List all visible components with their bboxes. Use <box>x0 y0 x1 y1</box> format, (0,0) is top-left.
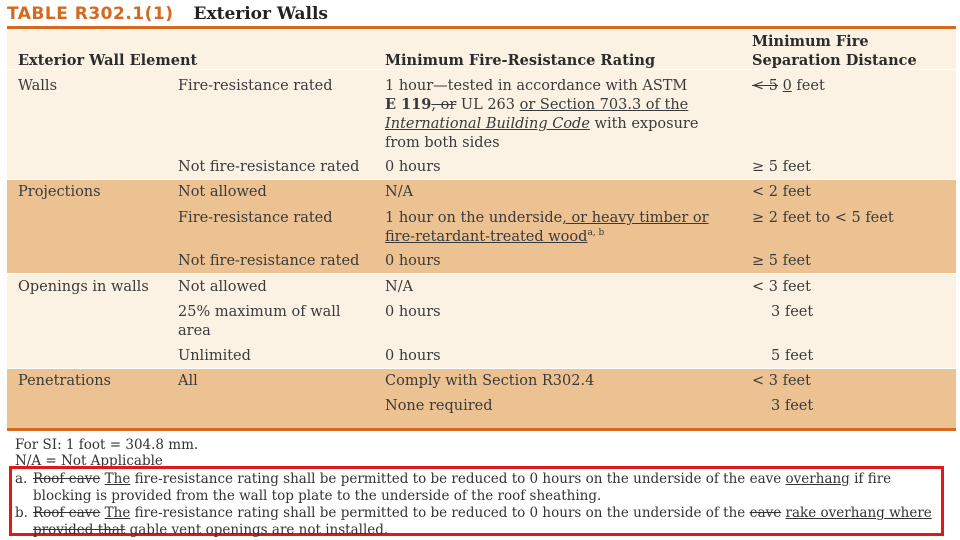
walls-sub-rated: Fire-resistance rated <box>178 78 333 94</box>
header-distance-line1: Minimum Fire <box>752 33 869 50</box>
table-number: TABLE R302.1(1) <box>7 4 174 24</box>
projections-not-rated-distance: ≥ 5 feet <box>752 253 811 269</box>
projections-not-allowed-rating: N/A <box>385 184 414 200</box>
projections-rated-rating-line1: 1 hour on the underside, or heavy timber or <box>385 210 709 226</box>
table-name: Exterior Walls <box>193 4 329 24</box>
footnote-si: For SI: 1 foot = 304.8 mm. <box>15 437 199 453</box>
header-element: Exterior Wall Element <box>18 52 198 69</box>
penetrations-all-distance: < 3 feet <box>752 373 811 389</box>
walls-sub-not-rated: Not fire-resistance rated <box>178 159 360 175</box>
header-rating: Minimum Fire-Resistance Rating <box>385 52 656 69</box>
openings-sub-not-allowed: Not allowed <box>178 279 267 295</box>
penetrations-all-rating: Comply with Section R302.4 <box>385 373 595 389</box>
footnote-a-label: a. <box>15 471 28 487</box>
footnote-b: b. Roof eave The fire-resistance rating shall be permitted to be reduced to 0 hours on the underside of the eave rake overhang where provided that gable vent openings are not installed. <box>15 505 932 538</box>
projections-sub-not-allowed: Not allowed <box>178 184 267 200</box>
walls-rated-rating-line1: 1 hour—tested in accordance with ASTM <box>385 78 688 94</box>
openings-25-distance: 3 feet <box>771 304 814 320</box>
footnote-b-label: b. <box>15 505 28 521</box>
footnote-ref-ab: a, b <box>587 228 605 239</box>
openings-unlimited-rating: 0 hours <box>385 348 441 364</box>
band-openings <box>7 274 956 368</box>
openings-not-allowed-distance: < 3 feet <box>752 279 811 295</box>
row-label-penetrations: Penetrations <box>18 373 111 389</box>
openings-sub-25-line2: area <box>178 323 211 339</box>
walls-not-rated-distance: ≥ 5 feet <box>752 159 811 175</box>
walls-not-rated-rating: 0 hours <box>385 159 441 175</box>
projections-sub-not-rated: Not fire-resistance rated <box>178 253 360 269</box>
openings-sub-unlimited: Unlimited <box>178 348 251 364</box>
openings-25-rating: 0 hours <box>385 304 441 320</box>
penetrations-none-rating: None required <box>385 398 493 414</box>
projections-not-rated-rating: 0 hours <box>385 253 441 269</box>
walls-rated-distance: < 5 0 feet <box>752 78 825 94</box>
row-label-walls: Walls <box>18 78 58 94</box>
penetrations-none-distance: 3 feet <box>771 398 814 414</box>
table-title <box>7 3 328 25</box>
openings-sub-25-line1: 25% maximum of wall <box>178 304 341 320</box>
openings-not-allowed-rating: N/A <box>385 279 414 295</box>
header-distance-line2: Separation Distance <box>752 52 917 69</box>
row-label-projections: Projections <box>18 184 101 200</box>
projections-not-allowed-distance: < 2 feet <box>752 184 811 200</box>
projections-rated-distance: ≥ 2 feet to < 5 feet <box>752 210 894 226</box>
footnote-na: N/A = Not Applicable <box>15 453 163 469</box>
footnote-a: a. Roof eave The fire-resistance rating shall be permitted to be reduced to 0 hours on the underside of the eave overhang if fire blocking is provided from the wall top plate to the underside of the roof sheathing. <box>15 471 892 504</box>
walls-rated-rating-line4: from both sides <box>385 135 500 151</box>
bottom-rule <box>7 428 956 431</box>
projections-rated-rating-line2: fire-retardant-treated wood$^{a, b}$ <box>385 228 605 245</box>
openings-unlimited-distance: 5 feet <box>771 348 814 364</box>
penetrations-sub-all: All <box>178 373 198 389</box>
row-label-openings: Openings in walls <box>18 279 149 295</box>
projections-sub-rated: Fire-resistance rated <box>178 210 333 226</box>
walls-rated-rating-line2: E 119, or UL 263 or Section 703.3 of the <box>385 96 689 113</box>
walls-rated-rating-line3: International Building Code with exposure <box>385 116 699 132</box>
